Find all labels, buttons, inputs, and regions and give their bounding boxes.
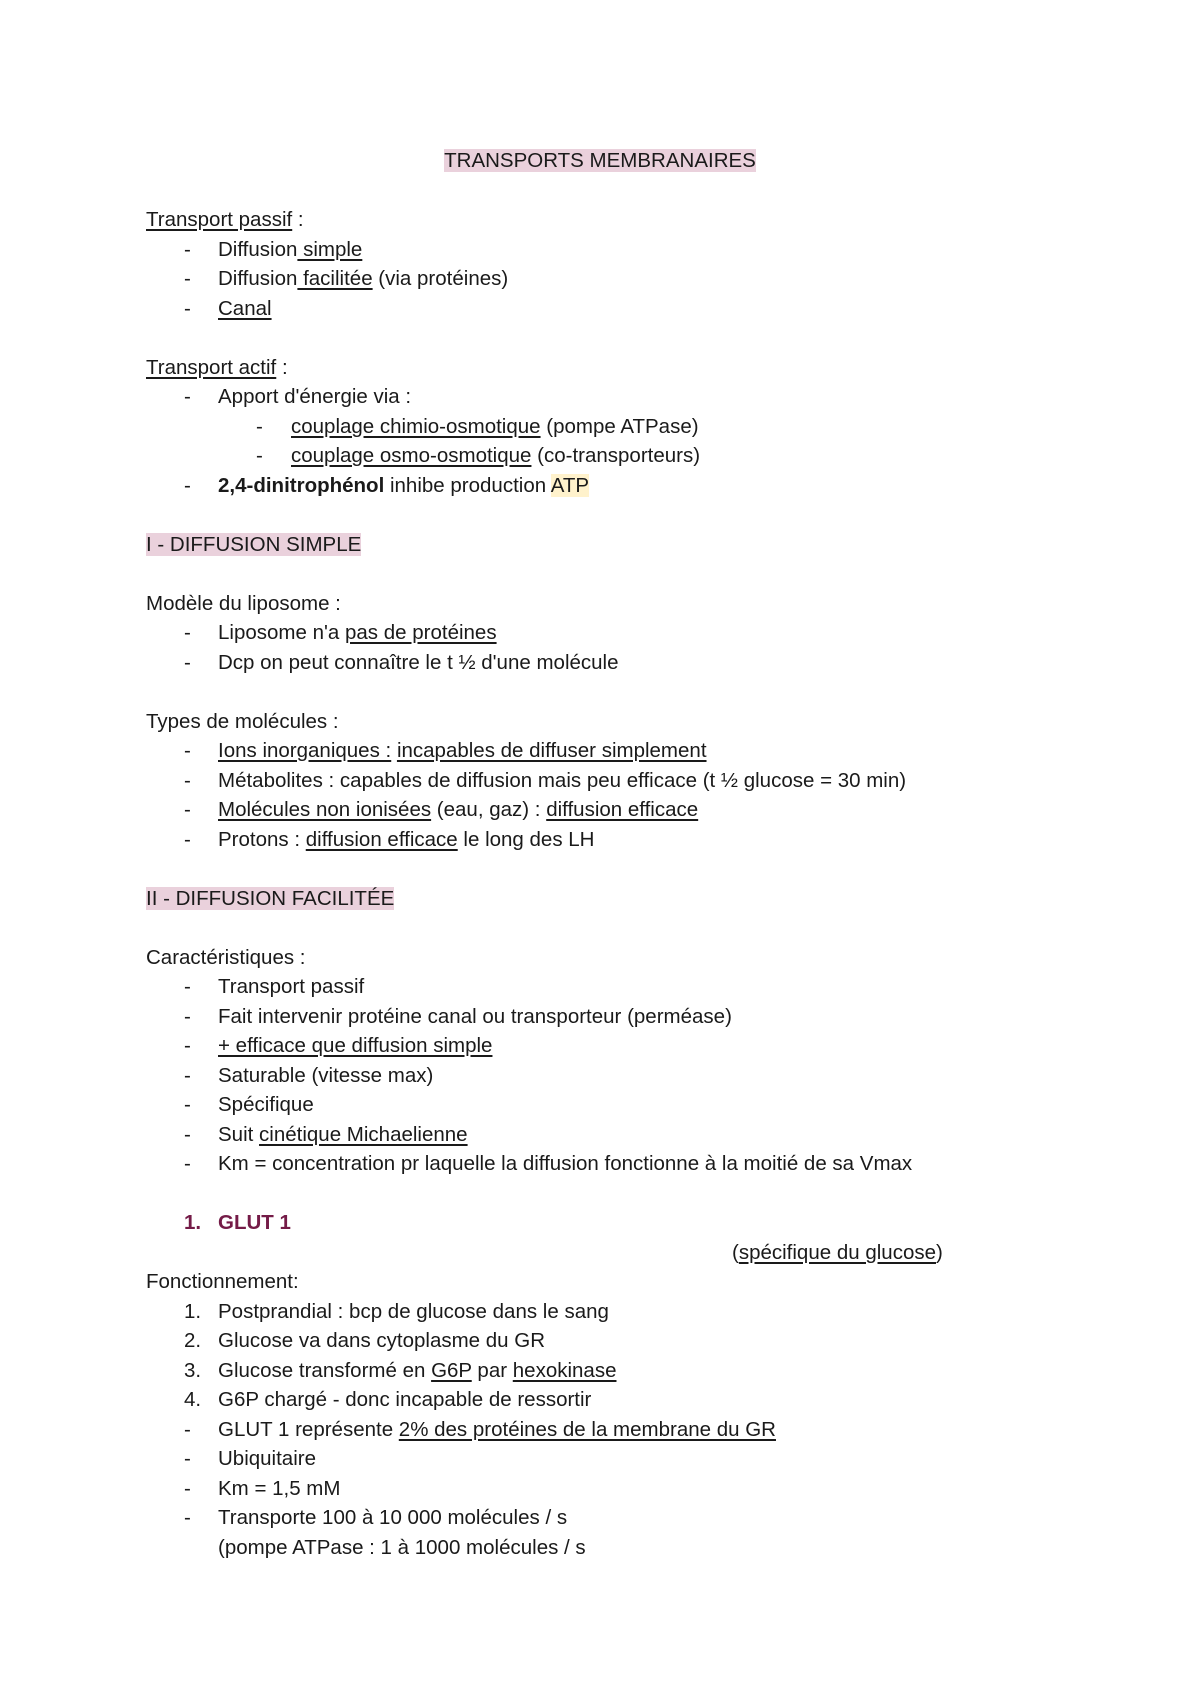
glut1-specificity: (spécifique du glucose) bbox=[732, 1241, 943, 1264]
transport-passif-heading: Transport passif : bbox=[146, 208, 304, 231]
transport-actif-heading: Transport actif : bbox=[146, 356, 288, 379]
subheading: Types de molécules : bbox=[146, 710, 339, 733]
document-page: TRANSPORTS MEMBRANAIRES Transport passif : - Diffusion simple - Diffusion facilitée (via protéines) - Canal Transport actif : - Apport d'énergie via : - couplage chimio-osmotique (pompe ATPase) - couplage osmo-osmotique (co-transporteurs) - 2,4-dinitrophénol inhibe production ATP I - DIFFUSION SIMPLE Modèle du liposome : - Liposome n'a pas de protéines - Dcp on peut connaître le t ½ d'une molécule Types de molécules : - Ions inorganiques : incapables de diffuser simplement - Métabolites : capables de diffusion mais peu efficace (t ½ glucose = 30 min) - Molécules non ionisées (eau, gaz) : diffusion efficace - Protons : diffusion efficace le long des LH II - DIFFUSION FACILITÉE Caractéristiques : - Transport passif - Fait intervenir protéine canal ou transporteur (perméase) - + efficace que diffusion simple - Saturable (vitesse max) - Spécifique - Suit cinétique Michaelienne - Km = concentration pr laquelle la diffusion fonctionne à la moitié de sa Vmax 1. GLUT 1 (spécifique du glucose) Fonctionnement: 1. Postprandial : bcp de glucose dans le sang 2. Glucose va dans cytoplasme du GR 3. Glucose transformé en G6P par hexokinase 4. G6P chargé - donc incapable de ressortir - GLUT 1 représente 2% des protéines de la membrane du GR - Ubiquitaire - Km = 1,5 mM - Transporte 100 à 10 000 molécules / s (pompe ATPase : 1 à 1000 molécules / s bbox=[0, 0, 1200, 1696]
section-heading: II - DIFFUSION FACILITÉE bbox=[146, 887, 395, 910]
subheading: Caractéristiques : bbox=[146, 946, 306, 969]
page-title: TRANSPORTS MEMBRANAIRES bbox=[444, 149, 756, 172]
section-heading: I - DIFFUSION SIMPLE bbox=[146, 533, 362, 556]
note: (pompe ATPase : 1 à 1000 molécules / s bbox=[218, 1536, 586, 1559]
subheading: Fonctionnement: bbox=[146, 1270, 299, 1293]
subheading: Modèle du liposome : bbox=[146, 592, 341, 615]
